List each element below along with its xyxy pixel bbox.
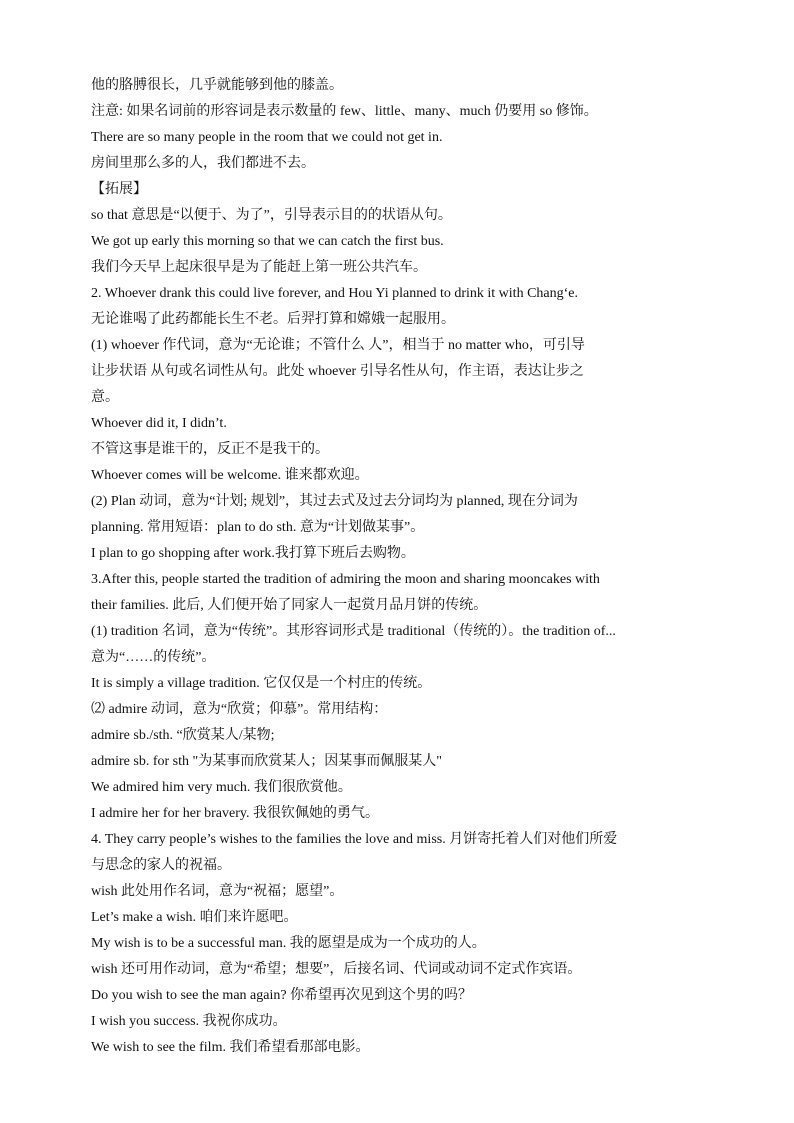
text-line: I plan to go shopping after work.我打算下班后去购物。: [91, 546, 415, 561]
text-line: 让步状语 从句或名词性从句。此处 whoever 引导名性从句，作主语，表达让步之: [91, 364, 584, 379]
text-line: 他的胳膊很长，几乎就能够到他的膝盖。: [91, 78, 343, 93]
text-line: their families. 此后, 人们便开始了同家人一起赏月品月饼的传统。: [91, 598, 488, 613]
text-line: 无论谁喝了此药都能长生不老。后羿打算和嫦娥一起服用。: [91, 312, 455, 327]
numbered-item-2: 2. Whoever drank this could live forever, and Hou Yi planned to drink it with Chang‘e.: [91, 286, 578, 301]
text-line: I admire her for her bravery. 我很钦佩她的勇气。: [91, 806, 379, 821]
text-line: We wish to see the film. 我们希望看那部电影。: [91, 1040, 370, 1055]
text-line: so that 意思是“以便于、为了”，引导表示目的的状语从句。: [91, 208, 452, 223]
text-line: We admired him very much. 我们很欣赏他。: [91, 780, 352, 795]
numbered-item-4: 4. They carry people’s wishes to the families the love and miss. 月饼寄托着人们对他们所爱: [91, 832, 618, 847]
text-line: planning. 常用短语：plan to do sth. 意为“计划做某事”。: [91, 520, 425, 535]
text-line: It is simply a village tradition. 它仅仅是一个村庄的传统。: [91, 676, 432, 691]
text-line: 意为“……的传统”。: [91, 650, 216, 665]
text-line: wish 还可用作动词，意为“希望；想要”，后接名词、代词或动词不定式作宾语。: [91, 962, 582, 977]
text-line: 与思念的家人的祝福。: [91, 858, 231, 873]
numbered-item-3: 3.After this, people started the tradition of admiring the moon and sharing mooncakes with: [91, 572, 600, 587]
text-line: We got up early this morning so that we can catch the first bus.: [91, 234, 444, 249]
text-line: I wish you success. 我祝你成功。: [91, 1014, 287, 1029]
text-line: My wish is to be a successful man. 我的愿望是成为一个成功的人。: [91, 936, 486, 951]
text-line: 我们今天早上起床很早是为了能赶上第一班公共汽车。: [91, 260, 427, 275]
text-line: Whoever did it, I didn’t.: [91, 416, 227, 431]
text-line: There are so many people in the room that we could not get in.: [91, 130, 443, 145]
text-line: Do you wish to see the man again? 你希望再次见到这个男的吗？: [91, 988, 473, 1003]
text-line: 意。: [91, 390, 119, 405]
text-line: (2) Plan 动词，意为“计划; 规划”，其过去式及过去分词均为 planned, 现在分词为: [91, 494, 578, 509]
text-line: Whoever comes will be welcome. 谁来都欢迎。: [91, 468, 369, 483]
text-line: (1) tradition 名词，意为“传统”。其形容词形式是 traditional（传统的）。the tradition of...: [91, 624, 616, 639]
text-line: Let’s make a wish. 咱们来许愿吧。: [91, 910, 298, 925]
text-line: wish 此处用作名词，意为“祝福；愿望”。: [91, 884, 344, 899]
text-line: admire sb./sth. “欣赏某人/某物;: [91, 728, 275, 743]
text-line: 注意: 如果名词前的形容词是表示数量的 few、little、many、much 仍要用 so 修饰。: [91, 104, 598, 119]
section-heading-extension: 【拓展】: [91, 182, 147, 197]
document-body: [91, 73, 706, 1061]
text-line: admire sb. for sth "为某事而欣赏某人；因某事而佩服某人": [91, 754, 442, 769]
text-line: 房间里那么多的人，我们都进不去。: [91, 156, 315, 171]
text-line: (1) whoever 作代词，意为“无论谁；不管什么 人”，相当于 no matter who，可引导: [91, 338, 585, 353]
text-line: ⑵ admire 动词，意为“欣赏；仰慕”。常用结构：: [91, 702, 388, 717]
text-line: 不管这事是谁干的，反正不是我干的。: [91, 442, 329, 457]
